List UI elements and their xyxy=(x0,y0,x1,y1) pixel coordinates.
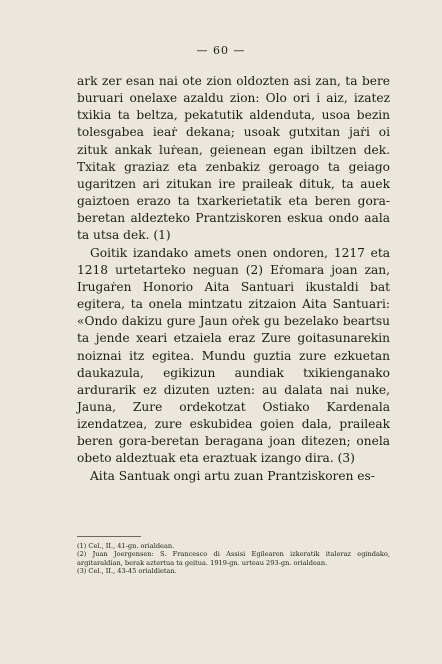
paragraph-2: Goitik izandako amets onen ondoren, 1217 eta 1218 urtetarteko neguan (2) Eṙomara joan zan, Irugaṙen Honorio Aita Santuari ikustaldi bat egitera, ta onela mintzatu zitzaion Aita Santuari: «Ondo dakizu gure Jaun oṙek gu bezelako beartsu ta jende xeari etzaiela eraz Zure goitasunarekin noiznai itz egitea. Mundu guztia zure ezkuetan daukazula, egikizun aundiak txikienganako ardurarik ez dizuten uzten: au dalata nai nuke, Jauna, Zure ordekotzat Ostiako Kardenala izendatzea, zure eskubidea goien dala, praileak beren gora-beretan beragana joan ditezen; onela obeto aldeztuak eta eraztuak izango dira. (3) xyxy=(77,245,390,466)
footnote-divider xyxy=(77,536,141,537)
footnote-2: (2) Juan Joergensen: S. Francesco di Assisi Egilearen izkeratik italeraz egindako, argitaraldian, berak aztertua ta geitua. 1919-gn. urteau 293-gn. orialdean. xyxy=(77,550,390,567)
body-text xyxy=(77,73,390,485)
paragraph-3: Aita Santuak ongi artu zuan Prantziskoren es- xyxy=(90,468,375,483)
footnote-3: (3) Cel., II., 43-45 orialdietan. xyxy=(77,566,177,575)
footnote-1: (1) Cel., II., 41-gn. orialdean. xyxy=(77,542,175,550)
paragraph-1: ark zer esan nai ote zion oldozten asi zan, ta bere buruari onelaxe azaldu zion: Olo ori i aiz, izatez txikia ta beltza, pekatutik aldenduta, usoa bezin tolesgabea ieaṙ dekana; usoak gutxitan jaṙi oi zituk ankak luṙean, geienean egan ibiltzen dek. Txitak graziaz eta zenbakiz geroago ta geiago ugaritzen ari zitukan ire praileak dituk, ta auek gaiztoen erazo ta txarkerietatik eta beren gora-beretan aldezteko Prantziskoren eskua ondo aala ta utsa dek. (1) xyxy=(77,74,390,243)
footnotes xyxy=(77,542,390,575)
page-number: — 60 — xyxy=(196,44,246,57)
